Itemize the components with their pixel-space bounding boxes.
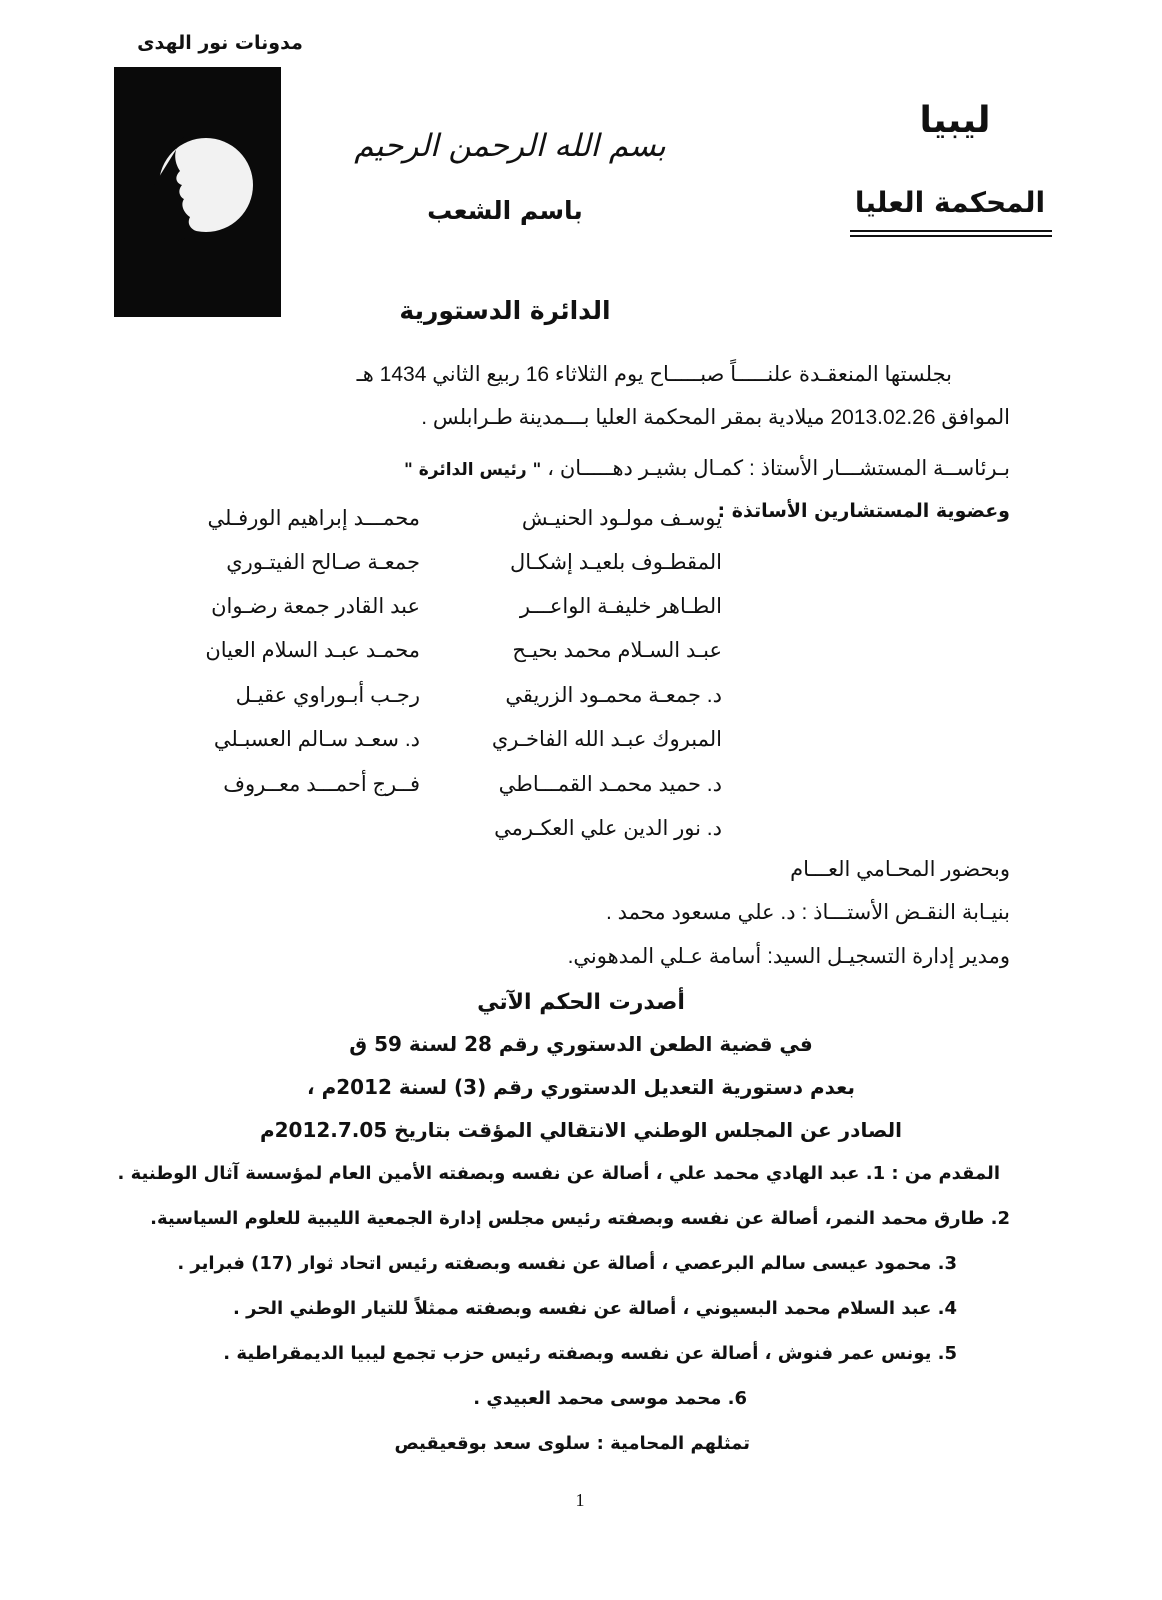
- member-name: المقطـوف بلعيـد إشكـال: [510, 551, 722, 574]
- lawyer-line: [395, 1433, 751, 1454]
- basmala: بسم الله الرحمن الرحيم: [354, 128, 666, 164]
- lawyer-name: سلوى سعد بوقعيقيص: [394, 1433, 591, 1454]
- member-name: الطـاهر خليفـة الواعـــر: [519, 595, 722, 618]
- applicant-entry: 3. محمود عيسى سالم البرعصي ، أصالة عن نفسه وبصفته رئيس اتحاد ثوار (17) فبراير .: [177, 1253, 957, 1274]
- presidency-title: " رئيس الدائرة ": [403, 460, 542, 480]
- presidency-name: كمـال بشيـر دهـــــان ،: [547, 457, 744, 480]
- blog-name: مدونات نور الهدى: [137, 32, 303, 54]
- prosecution-label: بنيـابة النقـض الأستـــاذ :: [801, 901, 1010, 924]
- applicants-line-1: [117, 1163, 1000, 1184]
- member-name: محمـد عبـد السلام العيان: [205, 639, 420, 662]
- verdict-heading: أصدرت الحكم الآتي: [477, 990, 685, 1015]
- registry-label: ومدير إدارة التسجيـل السيد:: [767, 945, 1010, 968]
- presidency-line: [404, 456, 1010, 481]
- case-line: في قضية الطعن الدستوري رقم 28 لسنة 59 ق: [349, 1032, 813, 1056]
- member-name: د. نور الدين علي العكـرمي: [494, 817, 722, 840]
- prosecution-line: [606, 900, 1010, 925]
- member-name: رجـب أبـوراوي عقيـل: [235, 684, 420, 707]
- presidency-label: بـرئاســة المستشـــار الأستاذ :: [749, 457, 1010, 480]
- crescent-face-icon: [114, 67, 281, 317]
- page-number: 1: [575, 1490, 585, 1510]
- country-heading: ليبيا: [919, 100, 991, 141]
- member-name: د. جمعـة محمـود الزريقي: [505, 684, 722, 707]
- lawyer-label: تمثلهم المحامية :: [596, 1433, 750, 1454]
- subject-line: بعدم دستورية التعديل الدستوري رقم (3) لسنة 2012م ،: [307, 1075, 855, 1099]
- member-name: يوسـف مولـود الحنيـش: [521, 507, 722, 530]
- session-line-2: الموافق 2013.02.26 ميلادية بمقر المحكمة العليا بـــمدينة طـرابلس .: [421, 406, 1010, 429]
- member-name: المبروك عبـد الله الفاخـري: [491, 728, 722, 751]
- member-name: د. حميد محمـد القمـــاطي: [498, 773, 722, 796]
- crescent-face-logo: [114, 67, 281, 317]
- circuit-heading: الدائرة الدستورية: [399, 296, 611, 325]
- member-name: عبـد السـلام محمد بحيـح: [512, 639, 722, 662]
- attorney-general-line: وبحضور المحـامي العـــام: [790, 858, 1010, 881]
- applicant-entry: 6. محمد موسى محمد العبيدي .: [473, 1388, 747, 1409]
- member-name: عبد القادر جمعة رضـوان: [211, 595, 420, 618]
- session-line-1: بجلستها المنعقـدة علنـــــاً صبـــــاح يوم الثلاثاء 16 ربيع الثاني 1434 هـ: [356, 363, 952, 386]
- members-label: وعضوية المستشارين الأساتذة :: [717, 500, 1010, 522]
- member-name: جمعـة صـالح الفيتـوري: [226, 551, 420, 574]
- prosecution-name: د. علي مسعود محمد .: [605, 901, 796, 924]
- in-name-of-people: باسم الشعب: [427, 196, 583, 225]
- court-heading: المحكمة العليا: [854, 186, 1046, 219]
- applicant-entry: 2. طارق محمد النمر، أصالة عن نفسه وبصفته رئيس مجلس إدارة الجمعية الليبية للعلوم السياسية.: [150, 1208, 1010, 1229]
- member-name: فــرج أحمـــد معــروف: [223, 773, 420, 796]
- member-name: محمـــد إبراهيم الورفـلي: [207, 507, 420, 530]
- applicant-entry: 1. عبد الهادي محمد علي ، أصالة عن نفسه وبصفته الأمين العام لمؤسسة آثال الوطنية .: [117, 1163, 886, 1184]
- applicants-label: المقدم من :: [891, 1163, 1000, 1184]
- applicant-entry: 5. يونس عمر فنوش ، أصالة عن نفسه وبصفته رئيس حزب تجمع ليبيا الديمقراطية .: [223, 1343, 957, 1364]
- registry-name: أسامة عـلي المدهوني.: [567, 945, 762, 968]
- registry-line: [568, 944, 1010, 969]
- member-name: د. سعـد سـالم العسبـلي: [213, 728, 420, 751]
- issuer-line: الصادر عن المجلس الوطني الانتقالي المؤقت بتاريخ 2012.7.05م: [259, 1118, 903, 1142]
- court-underline: [850, 230, 1052, 237]
- applicant-entry: 4. عبد السلام محمد البسيوني ، أصالة عن نفسه وبصفته ممثلاً للتيار الوطني الحر .: [232, 1298, 957, 1319]
